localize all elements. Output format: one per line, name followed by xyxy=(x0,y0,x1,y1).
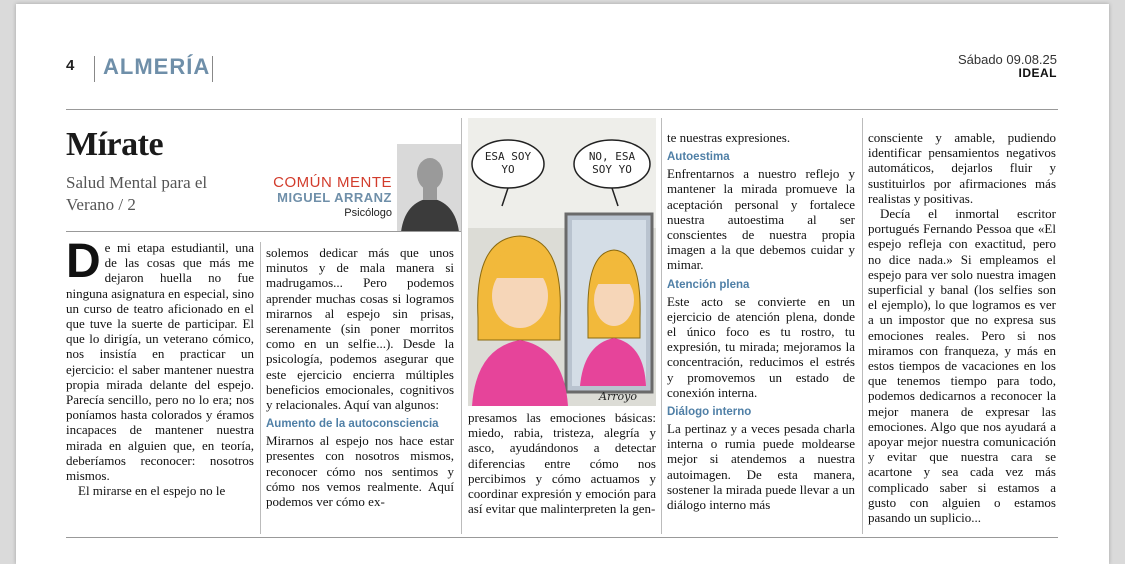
paragraph: Decía el inmortal escritor portugués Fernando Pessoa que «El espejo refleja con exactitud, pero no dice nada.» Si empleamos el espejo para ver solo nuestra imagen superficial y banal (los selfies son el ejemplo), lo que logramos es ver a un impostor que no expresa sus emociones reales. Pero si nos miramos con franqueza, y más en estos tiempos de vacaciones en los que tenemos tiempo para todo, podemos dedicarnos a reconocer la mejor manera de expresar las emociones. Algo que nos ayudará a apoyar mejor nuestra comunicación y evitar que nuestra cara se acartone y sea cada vez más complicado saber si estamos a gusto con alguien o estamos pasando un suplicio... xyxy=(868,206,1056,526)
cartoon-illustration xyxy=(468,118,656,406)
section-name: ALMERÍA xyxy=(103,54,211,79)
page-number: 4 xyxy=(66,57,75,74)
speech-bubble-left: ESA SOY YO xyxy=(484,150,532,176)
paragraph: Enfrentarnos a nuestro reflejo y mantener la mirada promueve la aceptación personal y fortalece nuestra autoestima al ser conscientes de nuestra propia imagen a la que debemos cuidar y mimar. xyxy=(667,166,855,273)
text-column-4 xyxy=(667,130,855,512)
speech-bubble-right: NO, ESA SOY YO xyxy=(588,150,636,176)
column-rule xyxy=(862,118,863,534)
section-divider-right xyxy=(212,56,213,82)
article-subtitle: Salud Mental para el Verano / 2 xyxy=(66,173,208,214)
footer-rule xyxy=(66,537,1058,538)
paragraph: te nuestras expresiones. xyxy=(667,130,791,145)
subheading-autoestima: Autoestima xyxy=(667,151,730,164)
section-divider-left xyxy=(94,56,95,82)
newspaper-page xyxy=(16,4,1109,564)
paragraph: consciente y amable, pudiendo identificar pensamientos negativos automáticos, dejarlos fluir y sustituirlos por afirmaciones más realistas y positivas. xyxy=(868,130,1056,206)
paragraph: El mirarse en el espejo no le xyxy=(78,483,226,499)
author-portrait-icon xyxy=(397,144,461,232)
author-photo xyxy=(397,144,461,232)
subheading-dialogo-interno: Diálogo interno xyxy=(667,406,752,419)
column-rule xyxy=(260,242,261,534)
column-name: COMÚN MENTE xyxy=(273,174,392,191)
drop-cap: D xyxy=(66,235,101,288)
author-role: Psicólogo xyxy=(344,207,392,219)
paragraph: La pertinaz y a veces pesada charla interna o rumia puede moldearse mejor si atendemos a nuestra autoimagen. De esta manera, sostener la mirada puede llevar a un diálogo interno más xyxy=(667,421,855,513)
subheading-atencion-plena: Atención plena xyxy=(667,278,750,291)
issue-date: Sábado 09.08.25 xyxy=(957,52,1057,67)
column-rule xyxy=(661,118,662,534)
paragraph: solemos dedicar más que unos minutos y de mala manera si madrugamos... Pero podemos aprender muchas cosas si logramos mirarnos al espejo sin prisas, serenamente (sin poner morritos como en un selfie...). Desde la psicología, podemos asegurar que este ejercicio encierra múltiples beneficios emocionales, cognitivos y relacionales. Aquí van algunos: xyxy=(266,245,454,413)
header-rule xyxy=(66,109,1058,110)
publication-name: IDEAL xyxy=(1018,66,1057,80)
text-column-2 xyxy=(266,245,454,509)
byline-rule xyxy=(66,231,461,232)
column-rule xyxy=(461,118,462,534)
text-column-5 xyxy=(868,130,1056,525)
author-name: MIGUEL ARRANZ xyxy=(277,190,392,205)
artist-signature: Arroyo xyxy=(599,390,637,403)
paragraph: presamos las emociones básicas: miedo, rabia, tristeza, alegría y asco, ayudándonos a detectar diferencias entre cómo nos percibimos y cómo actuamos y coordinar expresión y emoción para así evitar que malinterpreten la gen- xyxy=(468,410,656,517)
paragraph: Este acto se convierte en un ejercicio de atención plena, donde el único foco es tu rostro, tu expresión, tu mirada; mejoramos la concentración, reducimos el estrés y promovemos un estado de conexión interna. xyxy=(667,293,855,400)
text-column-3 xyxy=(468,410,656,516)
subheading-autoconsciencia: Aumento de la autoconsciencia xyxy=(266,418,439,431)
text-column-1 xyxy=(66,235,254,499)
paragraph: Mirarnos al espejo nos hace estar presentes con nosotros mismos, reconocer cómo nos sentimos y cómo nos vemos realmente. Aquí podemos ver cómo ex- xyxy=(266,433,454,510)
article-title: Mírate xyxy=(66,126,164,163)
mirror-cartoon-icon xyxy=(468,118,656,406)
paragraph: e mi etapa estudiantil, una de las cosas que más me dejaron huella no fue ninguna asignatura en especial, sino un curso de teatro aficionado en el que tuve la suerte de participar. El que lo dirigía, un veterano cómico, nos insistía en practicar un ejercicio: el saber mantener nuestra propia mirada delante del espejo. Parecía sencillo, pero no lo era; nos poníamos hasta colorados y éramos incapaces de mantener nuestra mirada en alguien que, en teoría, deberíamos reconocer: nosotros mismos. xyxy=(66,240,254,484)
